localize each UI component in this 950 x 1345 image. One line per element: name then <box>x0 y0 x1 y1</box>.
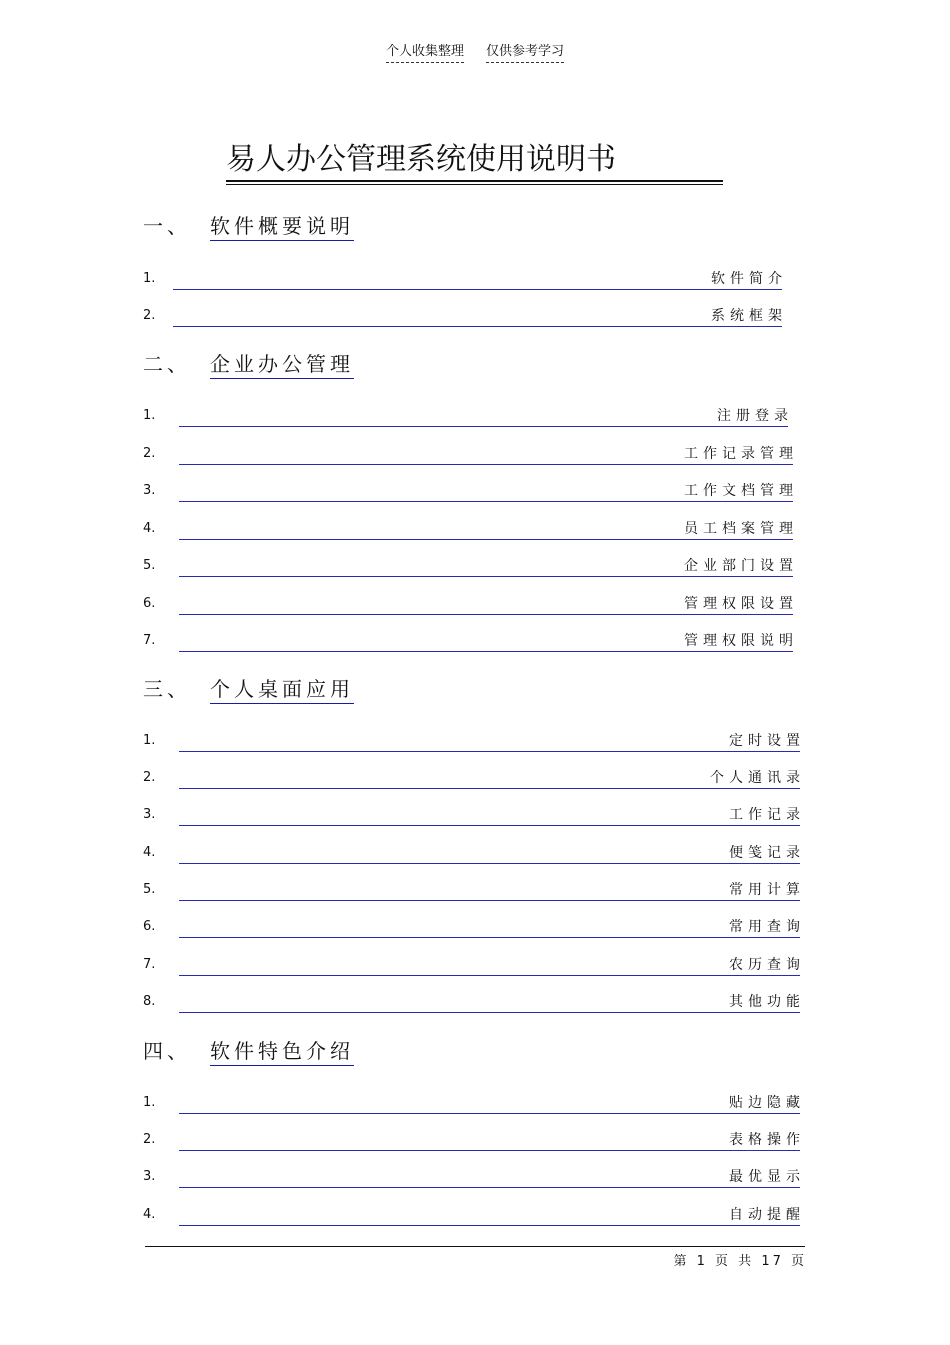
toc-entry[interactable] <box>0 954 950 976</box>
toc-entry-number: 4. <box>143 521 156 536</box>
toc-leader-line <box>179 825 800 826</box>
toc-entry-label[interactable]: 农历查询 <box>729 957 805 973</box>
title-underline <box>226 180 723 182</box>
toc-entry[interactable] <box>0 842 950 864</box>
toc-leader-line <box>179 651 793 652</box>
toc-leader-line <box>179 1150 800 1151</box>
toc-entry-label[interactable]: 管理权限设置 <box>684 596 798 612</box>
toc-entry[interactable] <box>0 879 950 901</box>
header-left-text: 个人收集整理 <box>386 40 464 63</box>
section-title-link[interactable]: 个人桌面应用 <box>210 673 354 704</box>
toc-entry[interactable] <box>0 268 950 290</box>
document-title: 易人办公管理系统使用说明书 <box>226 142 616 177</box>
section-number: 二、 <box>143 352 191 376</box>
toc-entry-label[interactable]: 工作记录管理 <box>684 446 798 462</box>
toc-entry[interactable] <box>0 1204 950 1226</box>
toc-entry-label[interactable]: 最优显示 <box>729 1169 805 1185</box>
toc-entry-number: 1. <box>143 1095 156 1110</box>
toc-entry-label[interactable]: 个人通讯录 <box>710 770 805 786</box>
section-title-link[interactable]: 企业办公管理 <box>210 348 354 379</box>
toc-entry[interactable] <box>0 305 950 327</box>
toc-entry-label[interactable]: 自动提醒 <box>729 1207 805 1223</box>
toc-entry-number: 1. <box>143 271 156 286</box>
toc-entry[interactable] <box>0 916 950 938</box>
toc-entry[interactable] <box>0 1092 950 1114</box>
toc-entry[interactable] <box>0 804 950 826</box>
toc-entry-number: 4. <box>143 1207 156 1222</box>
toc-entry-label[interactable]: 注册登录 <box>717 408 793 424</box>
footer-rule <box>145 1246 805 1247</box>
toc-entry-number: 2. <box>143 446 156 461</box>
section-number: 一、 <box>143 214 191 238</box>
toc-entry[interactable] <box>0 1166 950 1188</box>
page-number: 第 1 页 共 17 页 <box>673 1254 807 1269</box>
toc-entry-number: 6. <box>143 919 156 934</box>
toc-leader-line <box>179 788 800 789</box>
toc-entry-number: 8. <box>143 994 156 1009</box>
toc-leader-line <box>179 937 800 938</box>
toc-entry-label[interactable]: 工作记录 <box>729 807 805 823</box>
section-title-link[interactable]: 软件概要说明 <box>210 210 354 241</box>
section-heading <box>143 210 354 241</box>
toc-leader-line <box>179 576 793 577</box>
toc-leader-line <box>179 539 793 540</box>
toc-entry-number: 5. <box>143 558 156 573</box>
toc-entry[interactable] <box>0 1129 950 1151</box>
toc-leader-line <box>179 863 800 864</box>
toc-leader-line <box>179 1113 800 1114</box>
header-right-text: 仅供参考学习 <box>486 40 564 63</box>
toc-leader-line <box>179 975 800 976</box>
toc-entry-number: 1. <box>143 733 156 748</box>
toc-entry-number: 7. <box>143 633 156 648</box>
section-number: 四、 <box>143 1039 191 1063</box>
toc-entry-label[interactable]: 企业部门设置 <box>684 558 798 574</box>
toc-entry[interactable] <box>0 518 950 540</box>
document-title-block <box>226 134 723 185</box>
toc-entry[interactable] <box>0 991 950 1013</box>
toc-leader-line <box>173 289 782 290</box>
toc-entry-number: 6. <box>143 596 156 611</box>
toc-leader-line <box>179 614 793 615</box>
title-underline-thin <box>226 184 723 185</box>
toc-entry-label[interactable]: 常用计算 <box>729 882 805 898</box>
page-header <box>0 40 950 63</box>
section-heading <box>143 1035 354 1066</box>
toc-entry-number: 3. <box>143 1169 156 1184</box>
toc-leader-line <box>173 326 782 327</box>
toc-entry-label[interactable]: 常用查询 <box>729 919 805 935</box>
toc-entry[interactable] <box>0 767 950 789</box>
toc-entry-number: 2. <box>143 1132 156 1147</box>
toc-entry-number: 2. <box>143 770 156 785</box>
toc-leader-line <box>179 751 800 752</box>
section-title-link[interactable]: 软件特色介绍 <box>210 1035 354 1066</box>
toc-entry[interactable] <box>0 630 950 652</box>
toc-entry-label[interactable]: 便笺记录 <box>729 845 805 861</box>
toc-entry-label[interactable]: 定时设置 <box>729 733 805 749</box>
toc-leader-line <box>179 426 788 427</box>
toc-entry-number: 5. <box>143 882 156 897</box>
toc-leader-line <box>179 900 800 901</box>
toc-entry[interactable] <box>0 405 950 427</box>
toc-entry-number: 4. <box>143 845 156 860</box>
toc-entry[interactable] <box>0 730 950 752</box>
toc-entry[interactable] <box>0 443 950 465</box>
toc-entry-label[interactable]: 系统框架 <box>711 308 787 324</box>
toc-leader-line <box>179 501 793 502</box>
toc-entry-label[interactable]: 软件简介 <box>711 271 787 287</box>
toc-entry-label[interactable]: 管理权限说明 <box>684 633 798 649</box>
toc-entry[interactable] <box>0 555 950 577</box>
toc-leader-line <box>179 1187 800 1188</box>
toc-leader-line <box>179 464 793 465</box>
toc-entry-label[interactable]: 表格操作 <box>729 1132 805 1148</box>
toc-entry-number: 3. <box>143 483 156 498</box>
toc-entry-label[interactable]: 贴边隐藏 <box>729 1095 805 1111</box>
toc-entry[interactable] <box>0 480 950 502</box>
toc-leader-line <box>179 1012 800 1013</box>
toc-entry-number: 7. <box>143 957 156 972</box>
toc-entry-label[interactable]: 员工档案管理 <box>684 521 798 537</box>
toc-entry-number: 1. <box>143 408 156 423</box>
toc-leader-line <box>179 1225 800 1226</box>
toc-entry-label[interactable]: 其他功能 <box>729 994 805 1010</box>
section-heading <box>143 673 354 704</box>
section-heading <box>143 348 354 379</box>
toc-entry-number: 3. <box>143 807 156 822</box>
section-number: 三、 <box>143 677 191 701</box>
toc-entry-number: 2. <box>143 308 156 323</box>
toc-entry-label[interactable]: 工作文档管理 <box>684 483 798 499</box>
toc-entry[interactable] <box>0 593 950 615</box>
